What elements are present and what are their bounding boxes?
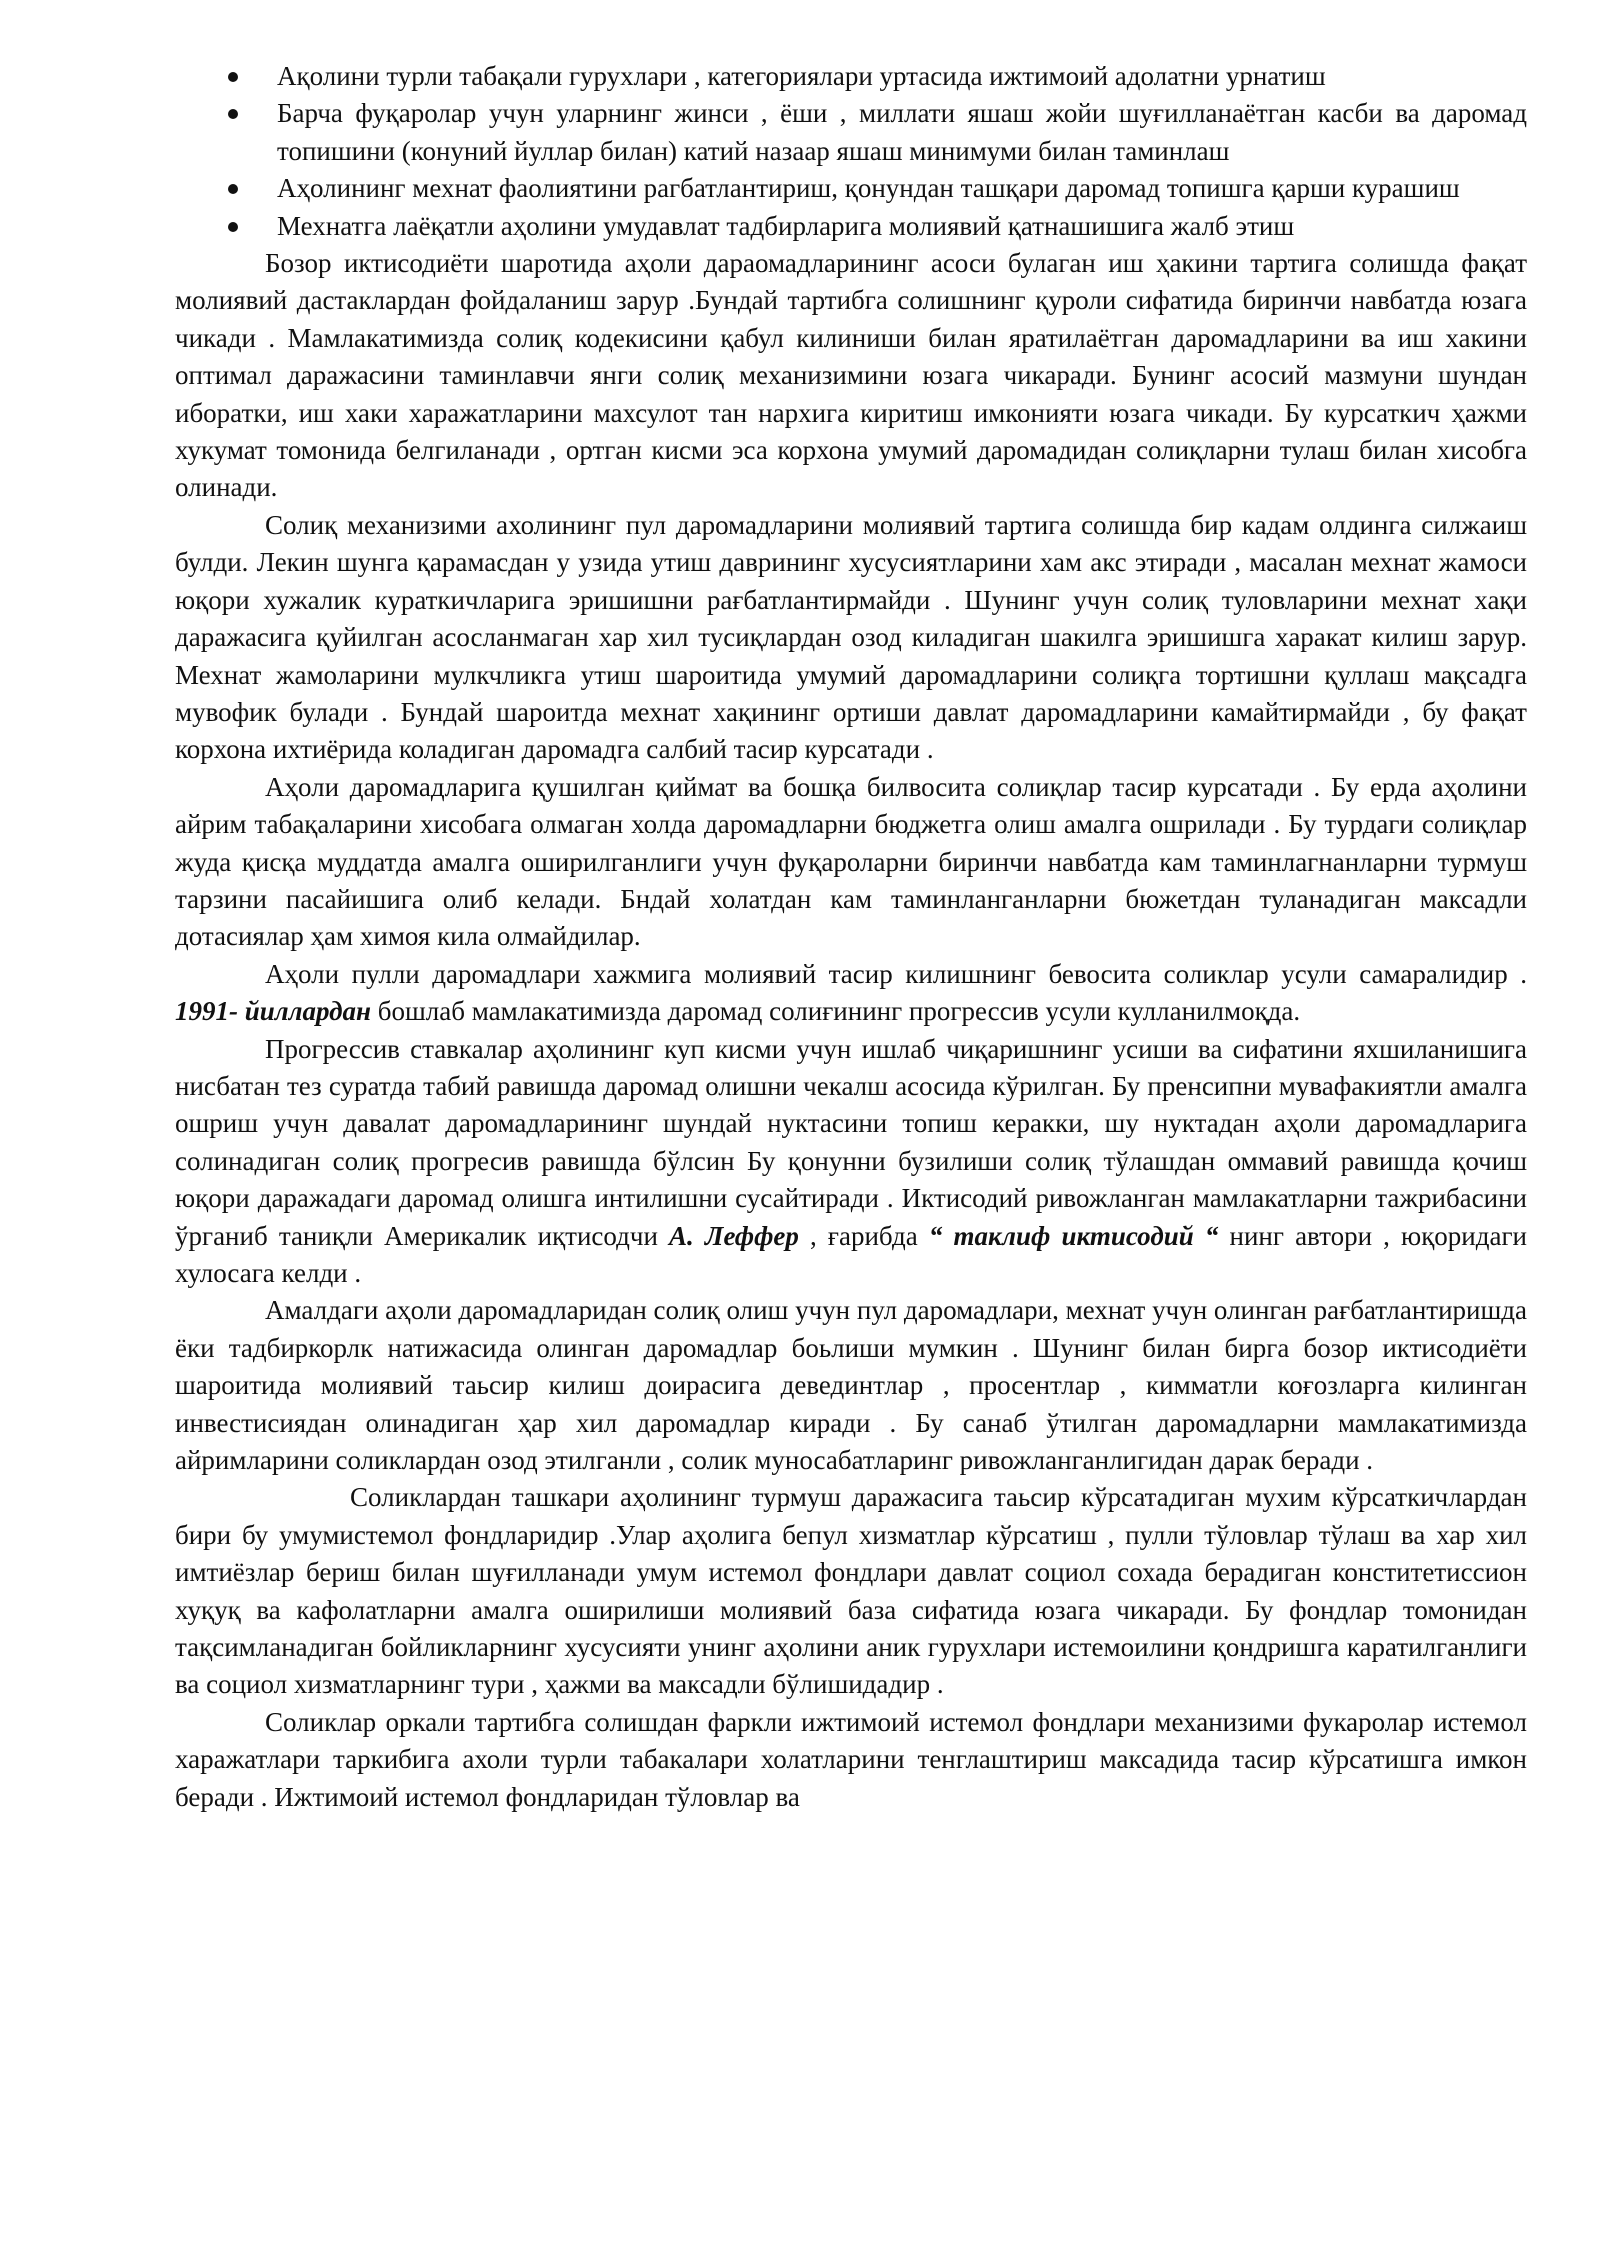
document-page	[175, 58, 1527, 1816]
list-item	[175, 208, 1527, 245]
text-run: , ғарибда	[798, 1220, 929, 1251]
bullet-icon	[228, 222, 238, 232]
paragraph-indirect-taxes: Аҳоли даромадларига қушилган қиймат ва бошқа билвосита солиқлар тасир курсатади . Бу ерда аҳолини айрим табақаларини хисобага олмаган холда даромадларни бюджетга олиш амалга ошрилади . Бу турдаги солиқлар жуда қисқа муддатда амалга оширилганлиги учун фуқароларни биринчи навбатда кам таминлагнанларни турмуш тарзини пасайишига олиб келади. Бндай холатдан кам таминланганларни бюжетдан туланадиган максадли дотасиялар ҳам химоя кила олмайдилар.	[175, 771, 1527, 952]
emphasis-year: 1991- йиллардан	[175, 996, 372, 1027]
list-item-text: Барча фуқаролар учун уларнинг жинси , ёши , миллати яшаш жойи шуғилланаётган касби ва даромад топишини (конуний йуллар билан) катий назаар яшаш минимуми билан таминлаш	[277, 98, 1527, 166]
list-item	[175, 95, 1527, 170]
paragraph-tax-mechanism: Солиқ механизими ахолининг пул даромадларини молиявий тартига солишда бир кадам олдинга силжаиш булди. Лекин шунга қарамасдан у узида утиш даврининг хусусиятларини хам акс этиради , масалан мехнат жамоси юқори хужалик кураткичларига эришишни рағбатлантирмайди . Шунинг учун солиқ туловларини мехнат хақи даражасига қуйилган асосланмаган хар хил тусиқлардан озод киладиган шакилга эришишга харакат килиш зарур. Мехнат жамоларини мулкчликга утиш шароитида умумий даромадларини солиқга тортишни қуллаш мақсадга мувофик булади . Бундай шароитда мехнат хақининг ортиши давлат даромадларини камайтирмайди , бу фақат корхона ихтиёрида коладиган даромадга салбий тасир курсатади .	[175, 509, 1527, 765]
emphasis-theory: “ таклиф иктисодий “	[928, 1220, 1219, 1251]
text-run: Аҳоли пулли даромадлари хажмига молиявий тасир килишнинг бевосита соликлар усули самаралидир .	[265, 958, 1527, 989]
list-item-text: Мехнатга лаёқатли аҳолини умудавлат тадбирларига молиявий қатнашишига жалб этиш	[277, 210, 1295, 241]
bullet-icon	[228, 184, 238, 194]
paragraph-social-funds: Соликлар оркали тартибга солишдан фаркли ижтимоий истемол фондлари механизими фукаролар истемол харажатлари таркибига ахоли турли табакалари холатларини тенглаштириш максадида тасир кўрсатишга имкон беради . Ижтимоий истемол фондларидан тўловлар ва	[175, 1706, 1527, 1812]
goals-list	[175, 58, 1527, 245]
list-item-text: Ақолини турли табақали гурухлари , категориялари уртасида ижтимоий адолатни урнатиш	[277, 61, 1326, 91]
text-run: Прогрессив ставкалар аҳолининг куп кисми учун ишлаб чиқаришнинг усиши ва сифатини яхшиланишига нисбатан тез суратда табий равишда даромад олишни чекалш асосида кўрилган. Бу пренсипни мувафакиятли амалга ошриш учун давалат даромадларининг шундай нуктасини топиш керакки, шу нуктадан аҳоли даромадларига солинадиган солиқ прогресив равишда бўлсин Бу қонунни бузилиши солиқ тўлашдан оммавий равишда қочиш юқори даражадаги даромад олишга интилишни сусайтиради . Иктисодий ривожланган мамлакатларни тажрибасини ўрганиб таниқли Америкалик иқтисодчи	[175, 1033, 1527, 1251]
bullet-icon	[228, 72, 238, 82]
list-item	[175, 58, 1527, 95]
paragraph-progressive-rates	[175, 1031, 1527, 1293]
emphasis-author: А. Леффер	[669, 1220, 799, 1251]
paragraph-direct-taxes	[175, 956, 1527, 1031]
paragraph-income-types: Амалдаги аҳоли даромадларидан солиқ олиш учун пул даромадлари, мехнат учун олинган рағбатлантиришда ёки тадбиркорлк натижасида олинган даромадлар боьлиши мумкин . Шунинг билан бирга бозор иктисодиёти шароитида молиявий таьсир килиш доирасига девединтлар , просентлар , кимматли коғозларга килинган инвестисиядан олинадиган ҳар хил даромадлар киради . Бу санаб ўтилган даромадларни мамлакатимизда айримларини соликлардан озод этилганли , солик муносабатларинг ривожланганлигидан дарак беради .	[175, 1295, 1527, 1476]
paragraph-market-economy: Бозор иктисодиёти шаротида аҳоли дараомадларининг асоси булаган иш ҳакини тартига солишда фақат молиявий дастаклардан фойдаланиш зарур .Бундай тартибга солишнинг қуроли сифатида биринчи навбатда юзага чикади . Мамлакатимизда солиқ кодекисини қабул килиниши билан яратилаётган даромадларини ва иш хакини оптимал даражасини таминлавчи янги солиқ механизимини юзага чикаради. Бунинг асосий мазмуни шундан иборатки, иш хаки харажатларини махсулот тан нархига киритиш имконияти юзага чикади. Бу курсаткич ҳажми хукумат томонида белгиланади , ортган кисми эса корхона умумий даромадидан солиқларни тулаш билан хисобга олинади.	[175, 248, 1527, 503]
list-item	[175, 170, 1527, 207]
bullet-icon	[228, 109, 238, 119]
text-run: нинг автори , юқоридаги хулосага келди .	[175, 1220, 1528, 1288]
text-run: бошлаб мамлакатимизда даромад солиғининг прогрессив усули кулланилмоқда.	[371, 996, 1301, 1027]
paragraph-consumption-funds: Соликлардан ташкари аҳолининг турмуш даражасига таьсир кўрсатадиган мухим кўрсаткичлардан бири бу умумистемол фондларидир .Улар аҳолига бепул хизматлар кўрсатиш , пулли тўловлар тўлаш ва хар хил имтиёзлар бериш билан шуғилланади умум истемол фондлари давлат социол сохада берадиган конститетиссион хуқуқ ва кафолатларни амалга оширилиши молиявий база сифатида юзага чикаради. Бу фондлар томонидан тақсимланадиган бойликларнинг хусусияти унинг аҳолини аник гурухлари истемоилини қондришга каратилганлиги ва социол хизматларнинг тури , ҳажми ва максадли бўлишидадир .	[175, 1482, 1527, 1700]
list-item-text: Аҳолининг мехнат фаолиятини рагбатлантириш, қонундан ташқари даромад топишга қарши курашиш	[277, 173, 1460, 204]
